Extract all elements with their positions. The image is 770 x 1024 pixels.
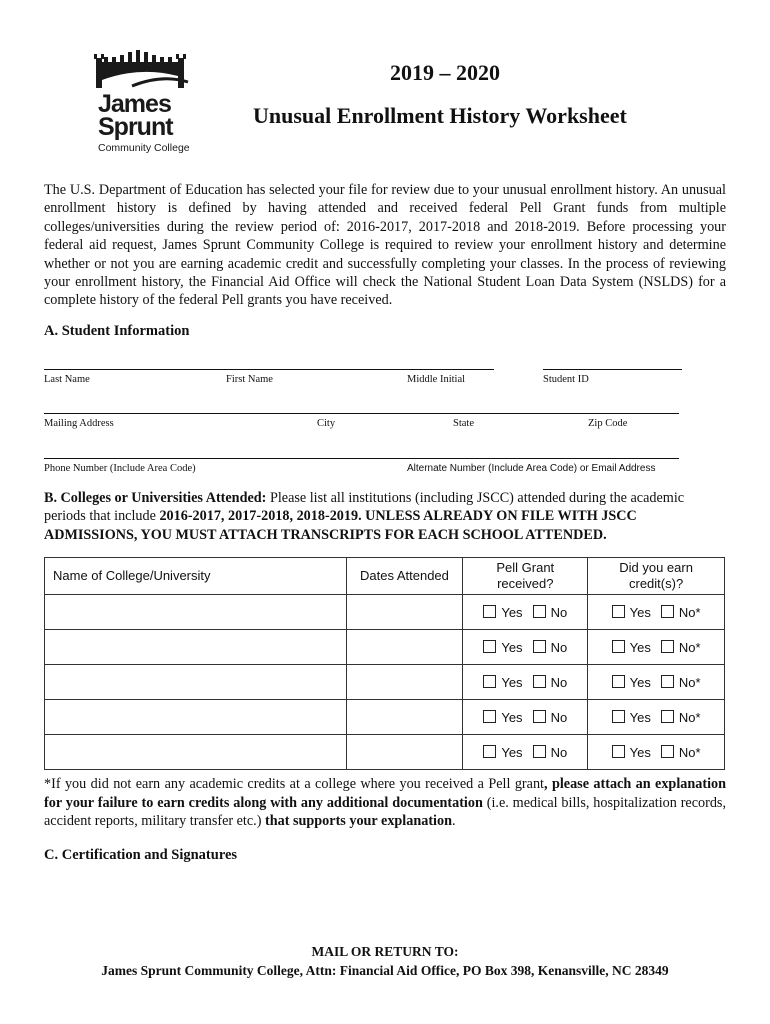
last-name-label: Last Name [44, 374, 90, 385]
pell-grant-cell [463, 665, 588, 700]
checkbox-icon[interactable] [533, 640, 546, 653]
college-name-cell[interactable] [45, 595, 347, 630]
student-id-entry-line[interactable] [543, 369, 682, 370]
pell-grant-header: Pell Grant received? [463, 558, 588, 595]
phone-number-label: Phone Number (Include Area Code) [44, 463, 196, 474]
checkbox-icon[interactable] [483, 710, 496, 723]
credit-yes-option[interactable]: Yes [612, 710, 651, 725]
first-name-label: First Name [226, 374, 273, 385]
college-name-cell[interactable] [45, 630, 347, 665]
college-name-header: Name of College/University [45, 558, 347, 595]
checkbox-icon[interactable] [661, 710, 674, 723]
pell-grant-cell [463, 630, 588, 665]
table-row [45, 735, 725, 770]
checkbox-icon[interactable] [533, 745, 546, 758]
city-label: City [317, 418, 336, 429]
earned-credit-cell [588, 665, 725, 700]
checkbox-icon[interactable] [661, 675, 674, 688]
dates-attended-header: Dates Attended [346, 558, 463, 595]
alternate-contact-label: Alternate Number (Include Area Code) or Email Address [407, 463, 656, 474]
section-b-heading: B. Colleges or Universities Attended: [44, 490, 267, 506]
pell-grant-cell [463, 700, 588, 735]
table-row [45, 665, 725, 700]
checkbox-icon[interactable] [533, 710, 546, 723]
section-b-transcript-notice: . UNLESS ALREADY ON FILE WITH JSCC ADMISSIONS, YOU MUST ATTACH TRANSCRIPTS FOR EACH SCHOOL ATTENDED. [44, 508, 637, 543]
checkbox-icon[interactable] [483, 675, 496, 688]
credit-explanation-note: *If you did not earn any academic credits at a college where you received a Pell grant, please attach an explanation for your failure to earn credits along with any additional documentation (i.e. medical bills, hospitalization records, accident reports, military transfer etc.) that supports your explanation. [44, 776, 726, 830]
section-b-text: Please list all institutions (including JSCC) attended during the academic periods that include [44, 490, 685, 525]
checkbox-icon[interactable] [612, 675, 625, 688]
castle-bridge-icon [92, 46, 192, 96]
credit-no-option[interactable]: No* [661, 745, 701, 760]
phone-entry-line[interactable] [44, 458, 679, 459]
earned-credit-cell [588, 630, 725, 665]
credit-no-option[interactable]: No* [661, 710, 701, 725]
dates-attended-cell[interactable] [346, 665, 463, 700]
intro-paragraph: The U.S. Department of Education has selected your file for review due to your unusual enrollment history. An unusual enrollment history is defined by having attended and received federal Pell Grant funds from multiple colleges/universities during the review period of: 2016-2017, 2017-2018 and 2018-2019. Before processing your federal aid request, James Sprunt Community College is required to review your enrollment history and determine whether or not you are earning academic credit and successfully completing your classes. In the process of reviewing your enrollment history, the Financial Aid Office will check the National Student Loan Data System (NSLDS) for a complete history of the federal Pell grants you have received. [44, 182, 726, 309]
page-title: Unusual Enrollment History Worksheet [253, 103, 627, 128]
pell-yes-option[interactable]: Yes [483, 745, 522, 760]
college-name-cell[interactable] [45, 735, 347, 770]
checkbox-icon[interactable] [661, 605, 674, 618]
section-b-paragraph [44, 489, 726, 544]
checkbox-icon[interactable] [612, 640, 625, 653]
credit-no-option[interactable]: No* [661, 675, 701, 690]
credit-yes-option[interactable]: Yes [612, 605, 651, 620]
table-row [45, 630, 725, 665]
student-id-label: Student ID [543, 374, 589, 385]
dates-attended-cell[interactable] [346, 700, 463, 735]
dates-attended-cell[interactable] [346, 595, 463, 630]
table-row [45, 595, 725, 630]
checkbox-icon[interactable] [483, 745, 496, 758]
pell-no-option[interactable]: No [533, 710, 568, 725]
table-row [45, 700, 725, 735]
college-logo [92, 46, 192, 158]
mailing-address-footer: James Sprunt Community College, Attn: Financial Aid Office, PO Box 398, Kenansville, NC 28349 [101, 963, 669, 978]
checkbox-icon[interactable] [612, 605, 625, 618]
checkbox-icon[interactable] [612, 710, 625, 723]
credit-yes-option[interactable]: Yes [612, 640, 651, 655]
credit-no-option[interactable]: No* [661, 605, 701, 620]
credit-yes-option[interactable]: Yes [612, 745, 651, 760]
logo-text-sprunt: Sprunt [98, 113, 173, 141]
pell-grant-cell [463, 735, 588, 770]
mailing-address-label: Mailing Address [44, 418, 114, 429]
name-entry-line[interactable] [44, 369, 494, 370]
middle-initial-label: Middle Initial [407, 374, 466, 385]
checkbox-icon[interactable] [661, 745, 674, 758]
checkbox-icon[interactable] [533, 675, 546, 688]
checkbox-icon[interactable] [483, 640, 496, 653]
pell-grant-cell [463, 595, 588, 630]
table-header-row [45, 558, 725, 595]
pell-yes-option[interactable]: Yes [483, 675, 522, 690]
address-entry-line[interactable] [44, 413, 679, 414]
mail-return-heading: MAIL OR RETURN TO: [311, 944, 459, 959]
earned-credit-cell [588, 735, 725, 770]
institutions-table [44, 557, 725, 770]
section-a-heading: A. Student Information [44, 323, 190, 339]
pell-no-option[interactable]: No [533, 675, 568, 690]
logo-text-james: James [98, 90, 171, 118]
earned-credit-cell [588, 595, 725, 630]
checkbox-icon[interactable] [612, 745, 625, 758]
pell-yes-option[interactable]: Yes [483, 710, 522, 725]
pell-yes-option[interactable]: Yes [483, 640, 522, 655]
earned-credit-header: Did you earn credit(s)? [588, 558, 725, 595]
checkbox-icon[interactable] [483, 605, 496, 618]
earned-credit-cell [588, 700, 725, 735]
academic-year: 2019 – 2020 [390, 60, 500, 85]
dates-attended-cell[interactable] [346, 735, 463, 770]
college-name-cell[interactable] [45, 700, 347, 735]
credit-yes-option[interactable]: Yes [612, 675, 651, 690]
dates-attended-cell[interactable] [346, 630, 463, 665]
checkbox-icon[interactable] [533, 605, 546, 618]
logo-text-community-college: Community College [98, 142, 190, 154]
pell-no-option[interactable]: No [533, 745, 568, 760]
pell-no-option[interactable]: No [533, 640, 568, 655]
zip-code-label: Zip Code [588, 418, 628, 429]
section-c-heading: C. Certification and Signatures [44, 847, 238, 863]
credit-no-option[interactable]: No* [661, 640, 701, 655]
college-name-cell[interactable] [45, 665, 347, 700]
pell-yes-option[interactable]: Yes [483, 605, 522, 620]
pell-no-option[interactable]: No [533, 605, 568, 620]
state-label: State [453, 418, 474, 429]
checkbox-icon[interactable] [661, 640, 674, 653]
section-b-years: 2016-2017, 2017-2018, 2018-2019 [159, 508, 359, 525]
